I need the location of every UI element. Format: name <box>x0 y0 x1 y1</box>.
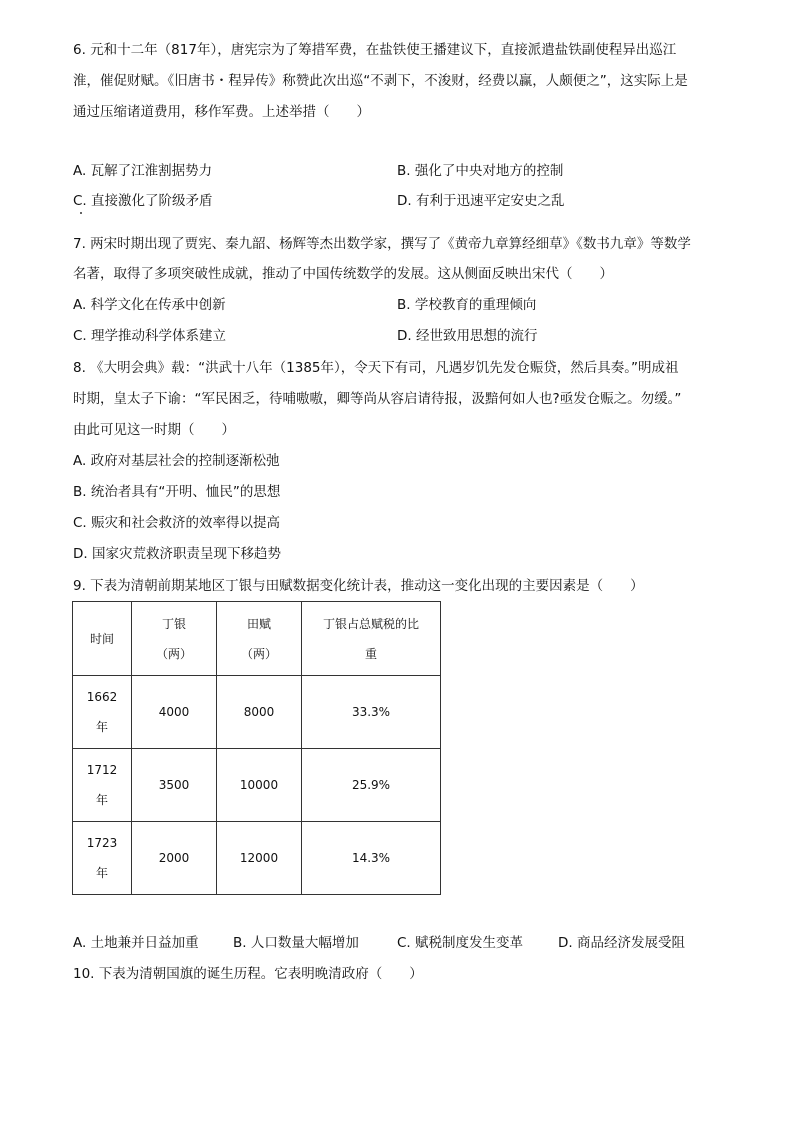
header-cell-ratio <box>302 602 441 676</box>
stray-dot-mark <box>80 212 82 214</box>
table-row <box>73 822 441 895</box>
q6-option-a: A. 瓦解了江淮割据势力 <box>73 163 213 179</box>
header-tian-label: 田赋 <box>246 616 271 631</box>
q9-option-a: A. 土地兼并日益加重 <box>73 935 199 951</box>
year-cell <box>73 822 132 895</box>
ratio-cell: 14.3% <box>302 822 441 895</box>
q8-option-d: D. 国家灾荒救济职责呈现下移趋势 <box>73 546 281 562</box>
tian-cell: 10000 <box>217 749 302 822</box>
ratio-cell: 33.3% <box>302 676 441 749</box>
q8-stem-line-2: 时期，皇太子下谕：“军民困乏，待哺嗷嗷，卿等尚从容启请待报，汲黯何如人也?亟发仓赈之。勿缓。” <box>73 391 682 407</box>
q6-stem-line-2: 淮，催促财赋。《旧唐书・程异传》称赞此次出巡“不剥下，不浚财，经费以赢，人颇便之”，这实际上是 <box>73 73 688 89</box>
year-unit: 年 <box>95 793 108 807</box>
tian-cell: 12000 <box>217 822 302 895</box>
q9-option-b: B. 人口数量大幅增加 <box>233 935 359 951</box>
table-row <box>73 749 441 822</box>
q8-option-b: B. 统治者具有“开明、恤民”的思想 <box>73 484 281 500</box>
header-cell-time <box>73 602 132 676</box>
ding-cell: 4000 <box>132 676 217 749</box>
header-ding-unit: （两） <box>155 646 192 661</box>
year-value: 1712 <box>86 763 118 777</box>
q8-stem-line-3: 由此可见这一时期（ ） <box>73 422 235 438</box>
header-ratio-label-2: 重 <box>364 646 377 661</box>
year-unit: 年 <box>95 866 108 880</box>
header-ratio-label-1: 丁银占总赋税的比 <box>322 616 419 631</box>
tian-cell: 8000 <box>217 676 302 749</box>
q8-option-a: A. 政府对基层社会的控制逐渐松弛 <box>73 453 280 469</box>
header-cell-tian <box>217 602 302 676</box>
ding-cell: 2000 <box>132 822 217 895</box>
year-cell <box>73 749 132 822</box>
header-cell-ding <box>132 602 217 676</box>
header-ding-label: 丁银 <box>161 616 186 631</box>
header-tian-unit: （两） <box>240 646 277 661</box>
q6-option-b: B. 强化了中央对地方的控制 <box>397 163 564 179</box>
ding-cell: 3500 <box>132 749 217 822</box>
q6-stem-line-3: 通过压缩诸道费用，移作军费。上述举措（ ） <box>73 104 370 120</box>
q9-data-table <box>72 601 441 895</box>
q10-stem: 10. 下表为清朝国旗的诞生历程。它表明晚清政府（ ） <box>73 966 423 982</box>
q8-option-c: C. 赈灾和社会救济的效率得以提高 <box>73 515 281 531</box>
q9-option-d: D. 商品经济发展受阻 <box>558 935 685 951</box>
year-value: 1662 <box>86 690 118 704</box>
year-unit: 年 <box>95 720 108 734</box>
q7-option-b: B. 学校教育的重理倾向 <box>397 297 537 313</box>
table-header-row <box>73 602 441 676</box>
year-value: 1723 <box>86 836 118 850</box>
q9-options-row <box>73 933 685 953</box>
q8-stem-line-1: 8. 《大明会典》载：“洪武十八年（1385年），令天下有司，凡遇岁饥先发仓赈贷，然后具奏。”明成祖 <box>73 360 679 376</box>
q7-option-a: A. 科学文化在传承中创新 <box>73 297 226 313</box>
q7-option-d: D. 经世致用思想的流行 <box>397 328 538 344</box>
q9-stem: 9. 下表为清朝前期某地区丁银与田赋数据变化统计表，推动这一变化出现的主要因素是（ ） <box>73 578 644 594</box>
q7-stem-line-1: 7. 两宋时期出现了贾宪、秦九韶、杨辉等杰出数学家，撰写了《黄帝九章算经细草》《数书九章》等数学 <box>73 236 691 252</box>
q7-option-c: C. 理学推动科学体系建立 <box>73 328 227 344</box>
q9-option-c: C. 赋税制度发生变革 <box>397 935 524 951</box>
q6-option-d: D. 有利于迅速平定安史之乱 <box>397 193 565 209</box>
q6-option-c: C. 直接激化了阶级矛盾 <box>73 193 213 209</box>
ratio-cell: 25.9% <box>302 749 441 822</box>
year-cell <box>73 676 132 749</box>
header-time-label: 时间 <box>89 631 114 646</box>
q7-stem-line-2: 名著，取得了多项突破性成就，推动了中国传统数学的发展。这从侧面反映出宋代（ ） <box>73 266 613 282</box>
table-row <box>73 676 441 749</box>
q6-stem-line-1: 6. 元和十二年（817年），唐宪宗为了筹措军费，在盐铁使王播建议下，直接派遣盐铁副使程异出巡江 <box>73 42 677 58</box>
